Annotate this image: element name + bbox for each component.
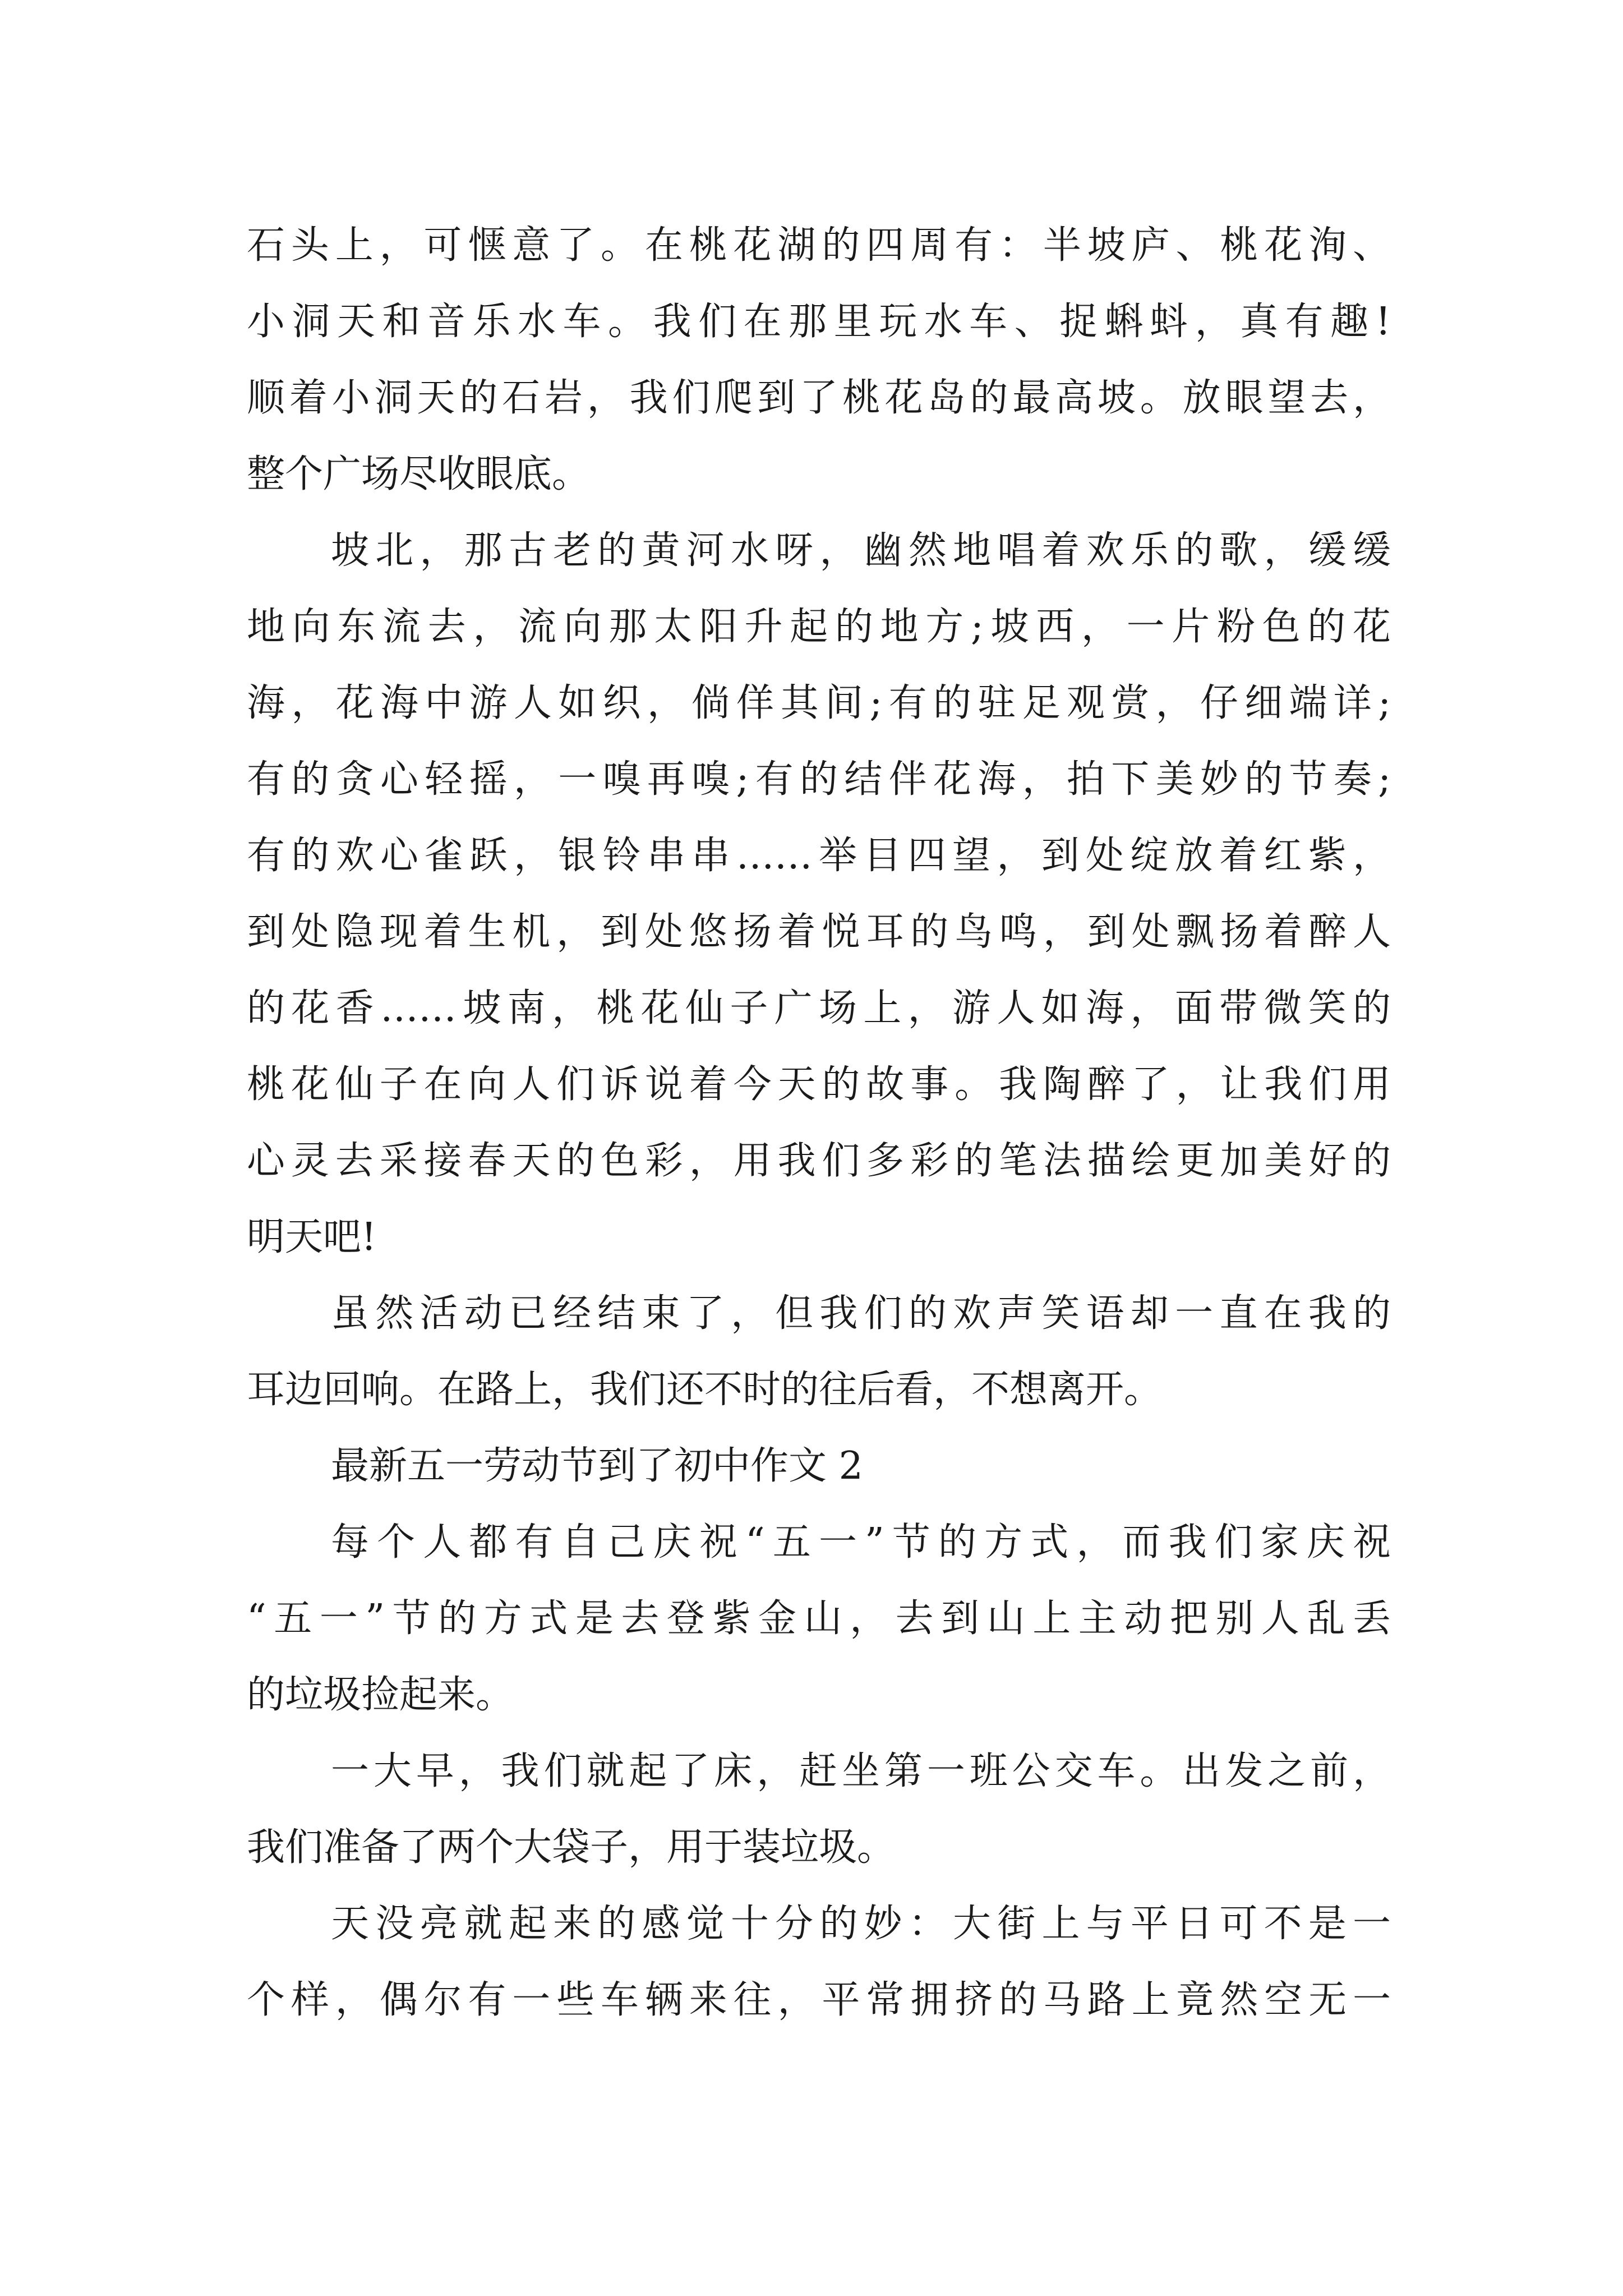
text-line: “五一”节的方式是去登紫金山，去到山上主动把别人乱丢 [247, 1596, 1391, 1641]
text-line: 桃花仙子在向人们诉说着今天的故事。我陶醉了，让我们用 [247, 1062, 1391, 1107]
paragraph-start-line: 坡北，那古老的黄河水呀，幽然地唱着欢乐的歌，缓缓 [331, 528, 1391, 573]
text-line: 的花香……坡南，桃花仙子广场上，游人如海，面带微笑的 [247, 986, 1391, 1030]
text-line: 我们准备了两个大袋子，用于装垃圾。 [247, 1825, 896, 1870]
paragraph-start-line: 每个人都有自己庆祝“五一”节的方式，而我们家庆祝 [331, 1520, 1391, 1565]
section-heading: 最新五一劳动节到了初中作文 2 [331, 1444, 863, 1488]
text-line: 到处隐现着生机，到处悠扬着悦耳的鸟鸣，到处飘扬着醉人 [247, 910, 1391, 954]
essay-body [247, 208, 1391, 2039]
text-line: 耳边回响。在路上，我们还不时的往后看，不想离开。 [247, 1368, 1163, 1412]
paragraph-start-line: 虽然活动已经结束了，但我们的欢声笑语却一直在我的 [331, 1291, 1391, 1336]
text-line: 小洞天和音乐水车。我们在那里玩水车、捉蝌蚪，真有趣! [247, 300, 1391, 344]
text-line: 地向东流去，流向那太阳升起的地方;坡西，一片粉色的花 [247, 605, 1391, 649]
text-line: 有的欢心雀跃，银铃串串……举目四望，到处绽放着红紫， [247, 834, 1391, 878]
text-line: 石头上，可惬意了。在桃花湖的四周有：半坡庐、桃花洵、 [247, 223, 1391, 268]
text-line: 心灵去采接春天的色彩，用我们多彩的笔法描绘更加美好的 [247, 1139, 1391, 1183]
text-line: 顺着小洞天的石岩，我们爬到了桃花岛的最高坡。放眼望去， [247, 376, 1391, 420]
text-line: 的垃圾捡起来。 [247, 1673, 514, 1717]
paragraph-start-line: 天没亮就起来的感觉十分的妙：大街上与平日可不是一 [331, 1902, 1391, 1946]
text-line: 海，花海中游人如织，倘佯其间;有的驻足观赏，仔细端详; [247, 681, 1391, 725]
text-line: 有的贪心轻摇，一嗅再嗅;有的结伴花海，拍下美妙的节奏; [247, 757, 1391, 802]
text-line: 整个广场尽收眼底。 [247, 452, 591, 496]
text-line: 个样，偶尔有一些车辆来往，平常拥挤的马路上竟然空无一 [247, 1978, 1391, 2022]
text-line: 明天吧! [247, 1215, 377, 1259]
paragraph-start-line: 一大早，我们就起了床，赶坐第一班公交车。出发之前， [331, 1749, 1391, 1793]
